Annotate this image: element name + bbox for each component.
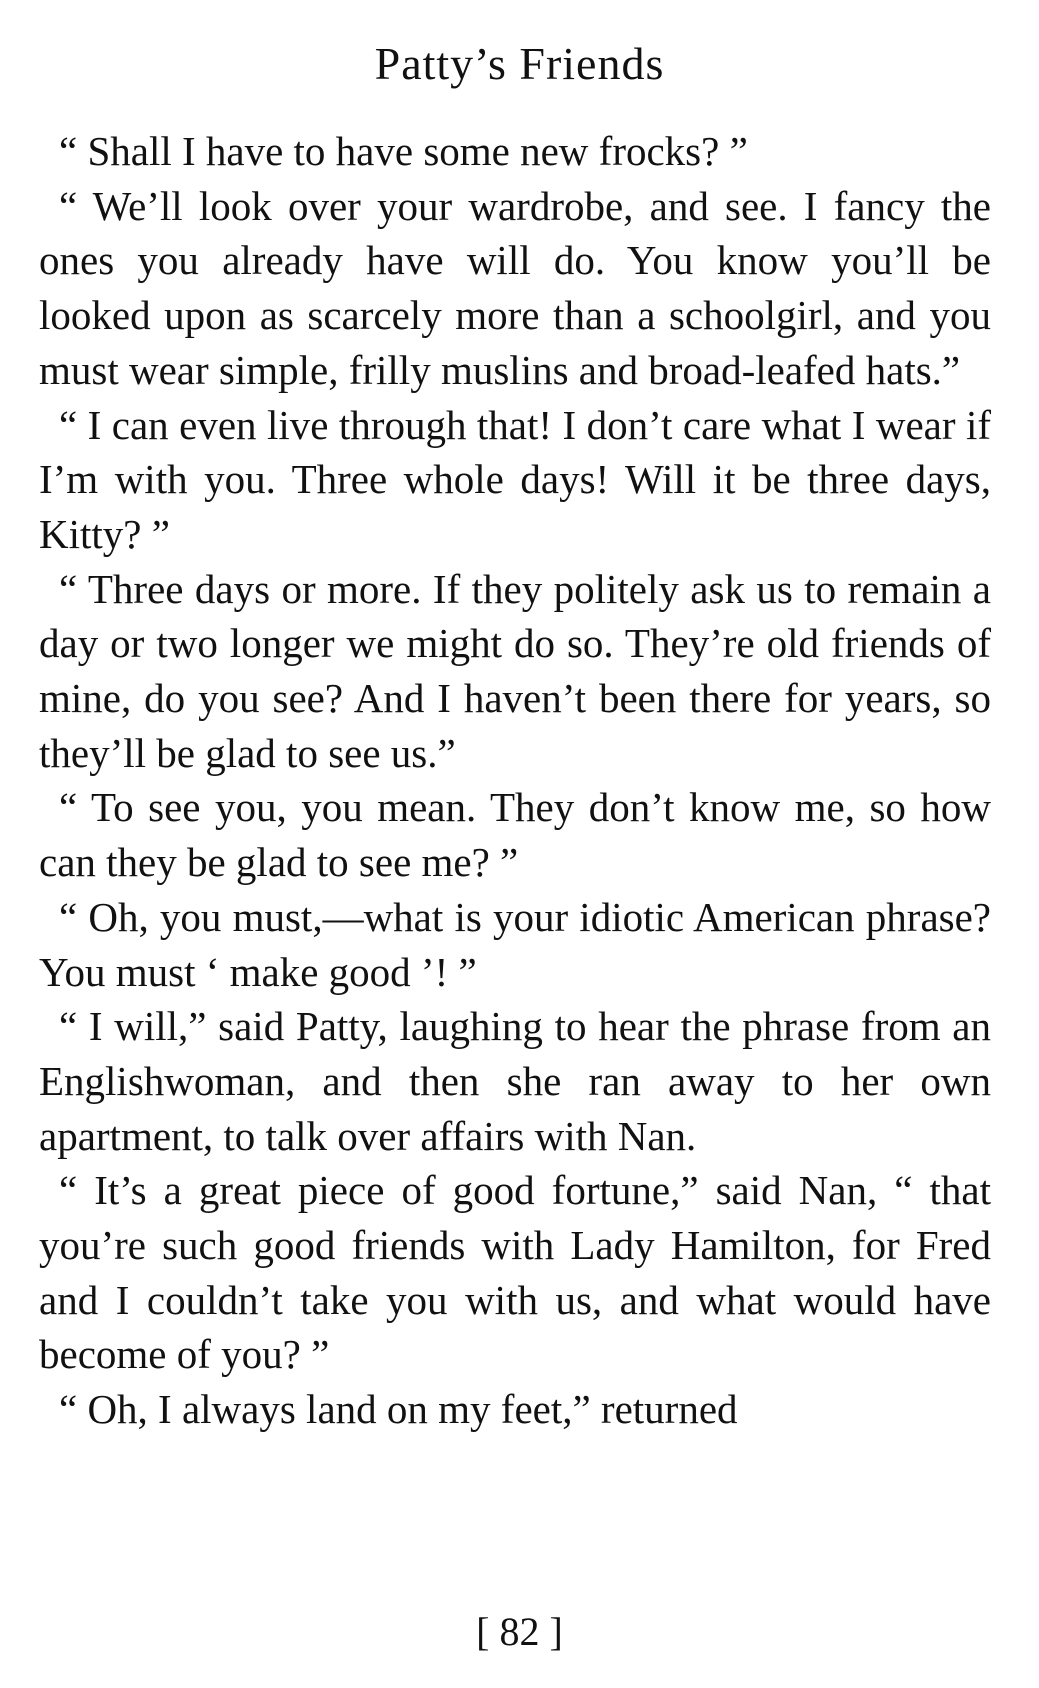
paragraph: “ It’s a great piece of good fortune,” said Nan, “ that you’re such good friends with Lady Hamilton, for Fred and I couldn’t take you with us, and what would have become of you? ” xyxy=(39,1167,991,1378)
paragraph: “ Shall I have to have some new frocks? ” xyxy=(59,128,748,174)
paragraph: “ To see you, you mean. They don’t know me, so how can they be glad to see me? ” xyxy=(39,784,991,886)
paragraph: “ I will,” said Patty, laughing to hear the phrase from an Englishwoman, and then she ran away to her own apartment, to talk over affairs with Nan. xyxy=(39,1003,991,1159)
paragraph: “ Oh, you must,—what is your idiotic American phrase? You must ‘ make good ’! ” xyxy=(39,893,991,995)
paragraph: “ Oh, I always land on my feet,” returned xyxy=(59,1386,738,1433)
paragraph: “ Three days or more. If they politely ask us to remain a day or two longer we might do so. They’re old friends of mine, do you see? And I haven’t been there for years, so they’ll be glad to see us.” xyxy=(39,565,991,776)
body-text xyxy=(39,124,991,1437)
paragraph: “ We’ll look over your wardrobe, and see. I fancy the ones you already have will do. You know you’ll be looked upon as scarcely more than a schoolgirl, and you must wear simple, frilly muslins and broad-leafed hats.” xyxy=(39,182,991,393)
page-number: [ 82 ] xyxy=(476,1609,563,1654)
running-head: Patty’s Friends xyxy=(374,38,665,89)
paragraph: “ I can even live through that! I don’t care what I wear if I’m with you. Three whole days! Will it be three days, Kitty? ” xyxy=(39,401,991,557)
